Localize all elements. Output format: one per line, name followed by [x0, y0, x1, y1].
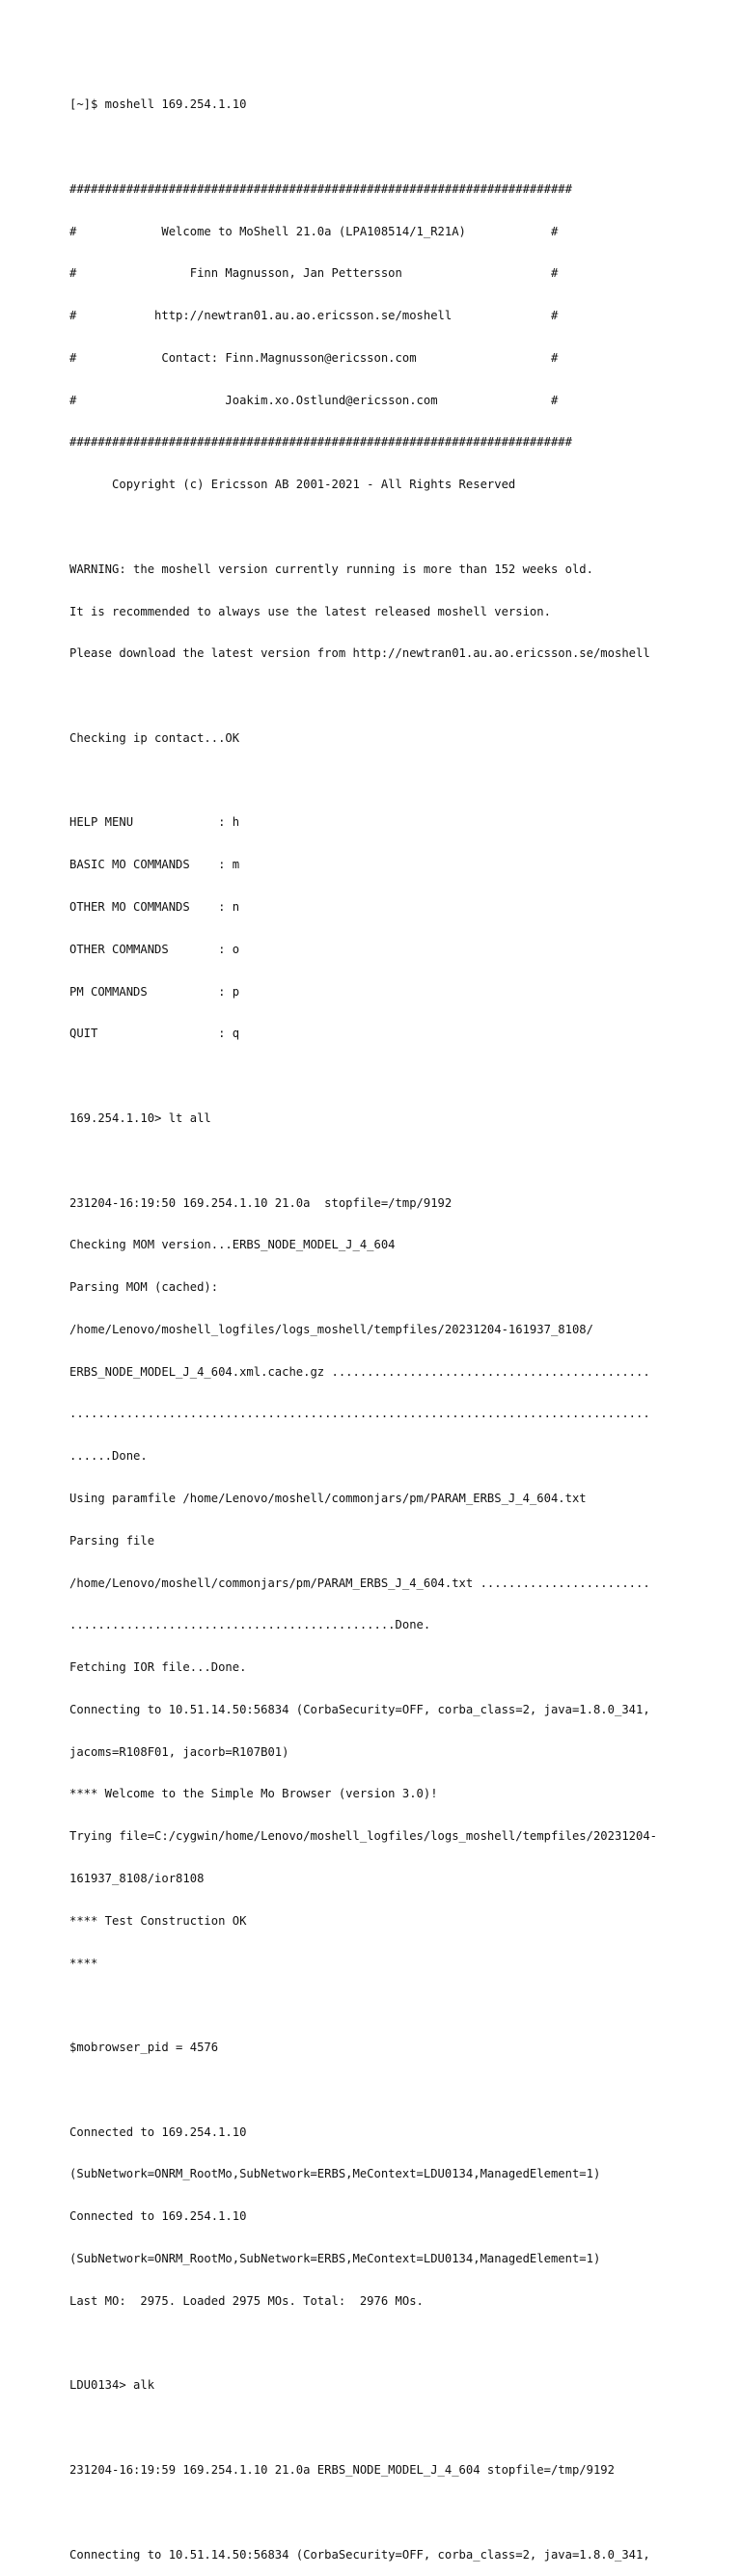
banner-contact-2: # Joakim.xo.Ostlund@ericsson.com # — [69, 393, 559, 407]
connection-line: Connected to 169.254.1.10 — [69, 2209, 247, 2224]
blank-line — [69, 2083, 687, 2097]
log-line: Parsing MOM (cached): — [69, 1280, 219, 1295]
blank-line — [69, 2337, 687, 2351]
log-line: Fetching IOR file...Done. — [69, 1660, 247, 1675]
ip-contact-status: Checking ip contact...OK — [69, 730, 240, 745]
blank-line — [69, 140, 687, 154]
banner-authors: # Finn Magnusson, Jan Pettersson # — [69, 266, 559, 281]
prompt-command-alk: LDU0134> alk — [69, 2378, 155, 2393]
prompt-command-lt-all: 169.254.1.10> lt all — [69, 1110, 211, 1125]
banner-contact: # Contact: Finn.Magnusson@ericsson.com # — [69, 350, 559, 365]
prompt-command-moshell: [~]$ moshell 169.254.1.10 — [69, 97, 247, 112]
log-line: /home/Lenovo/moshell/commonjars/pm/PARAM_ERBS_J_4_604.txt ........................ — [69, 1576, 650, 1590]
log-line: .................................................................................. — [69, 1407, 650, 1421]
log-line: Using paramfile /home/Lenovo/moshell/commonjars/pm/PARAM_ERBS_J_4_604.txt — [69, 1491, 587, 1505]
log-line: jacoms=R108F01, jacorb=R107B01) — [69, 1744, 289, 1759]
menu-item-help: HELP MENU : h — [69, 815, 240, 830]
banner-url: # http://newtran01.au.ao.ericsson.se/moshell # — [69, 309, 559, 323]
log-line: **** Test Construction OK — [69, 1913, 247, 1928]
blank-line — [69, 1998, 687, 2013]
terminal-output — [69, 69, 687, 2576]
log-timestamp-line: 231204-16:19:50 169.254.1.10 21.0a stopfile=/tmp/9192 — [69, 1195, 453, 1210]
log-line: Connecting to 10.51.14.50:56834 (CorbaSecurity=OFF, corba_class=2, java=1.8.0_341, — [69, 1702, 650, 1716]
banner-welcome: # Welcome to MoShell 21.0a (LPA108514/1_R21A) # — [69, 224, 559, 238]
blank-line — [69, 2506, 687, 2520]
menu-item-quit: QUIT : q — [69, 1027, 240, 1041]
copyright-line: Copyright (c) Ericsson AB 2001-2021 - All Rights Reserved — [69, 478, 516, 492]
blank-line — [69, 774, 687, 788]
menu-item-pm: PM COMMANDS : p — [69, 984, 240, 999]
warning-line: WARNING: the moshell version currently running is more than 152 weeks old. — [69, 562, 593, 576]
blank-line — [69, 520, 687, 534]
menu-item-other-mo: OTHER MO COMMANDS : n — [69, 900, 240, 915]
log-line: Parsing file — [69, 1533, 155, 1548]
mobrowser-pid-line: $mobrowser_pid = 4576 — [69, 2041, 219, 2055]
log-line: 161937_8108/ior8108 — [69, 1872, 205, 1885]
log-line: Checking MOM version...ERBS_NODE_MODEL_J_4_604 — [69, 1238, 396, 1252]
connection-line: (SubNetwork=ONRM_RootMo,SubNetwork=ERBS,MeContext=LDU0134,ManagedElement=1) — [69, 2167, 601, 2181]
log-line: **** — [69, 1956, 98, 1970]
log-line: Trying file=C:/cygwin/home/Lenovo/moshell_logfiles/logs_moshell/tempfiles/20231204- — [69, 1829, 658, 1844]
log-timestamp-line: 231204-16:19:59 169.254.1.10 21.0a ERBS_NODE_MODEL_J_4_604 stopfile=/tmp/9192 — [69, 2462, 615, 2477]
connection-line: (SubNetwork=ONRM_RootMo,SubNetwork=ERBS,MeContext=LDU0134,ManagedElement=1) — [69, 2252, 601, 2266]
menu-item-other-commands: OTHER COMMANDS : o — [69, 942, 240, 956]
log-line: Connecting to 10.51.14.50:56834 (CorbaSecurity=OFF, corba_class=2, java=1.8.0_341, — [69, 2547, 650, 2562]
banner-border-bottom: ####################################################################### — [69, 435, 572, 450]
warning-download-line: Please download the latest version from http://newtran01.au.ao.ericsson.se/moshell — [69, 646, 650, 661]
menu-item-basic-mo: BASIC MO COMMANDS : m — [69, 858, 240, 872]
log-line: /home/Lenovo/moshell_logfiles/logs_moshell/tempfiles/20231204-161937_8108/ — [69, 1322, 593, 1336]
blank-line — [69, 1154, 687, 1168]
connection-line: Connected to 169.254.1.10 — [69, 2124, 247, 2139]
log-line: ......Done. — [69, 1449, 148, 1464]
log-line: **** Welcome to the Simple Mo Browser (version 3.0)! — [69, 1787, 438, 1801]
blank-line — [69, 689, 687, 703]
blank-line — [69, 1069, 687, 1083]
log-line: ERBS_NODE_MODEL_J_4_604.xml.cache.gz ............................................. — [69, 1364, 650, 1379]
log-line: ..............................................Done. — [69, 1618, 431, 1632]
banner-border-top: ####################################################################### — [69, 181, 572, 196]
warning-recommend-line: It is recommended to always use the latest released moshell version. — [69, 604, 551, 618]
blank-line — [69, 2421, 687, 2435]
mo-count-line: Last MO: 2975. Loaded 2975 MOs. Total: 2976 MOs. — [69, 2293, 424, 2308]
